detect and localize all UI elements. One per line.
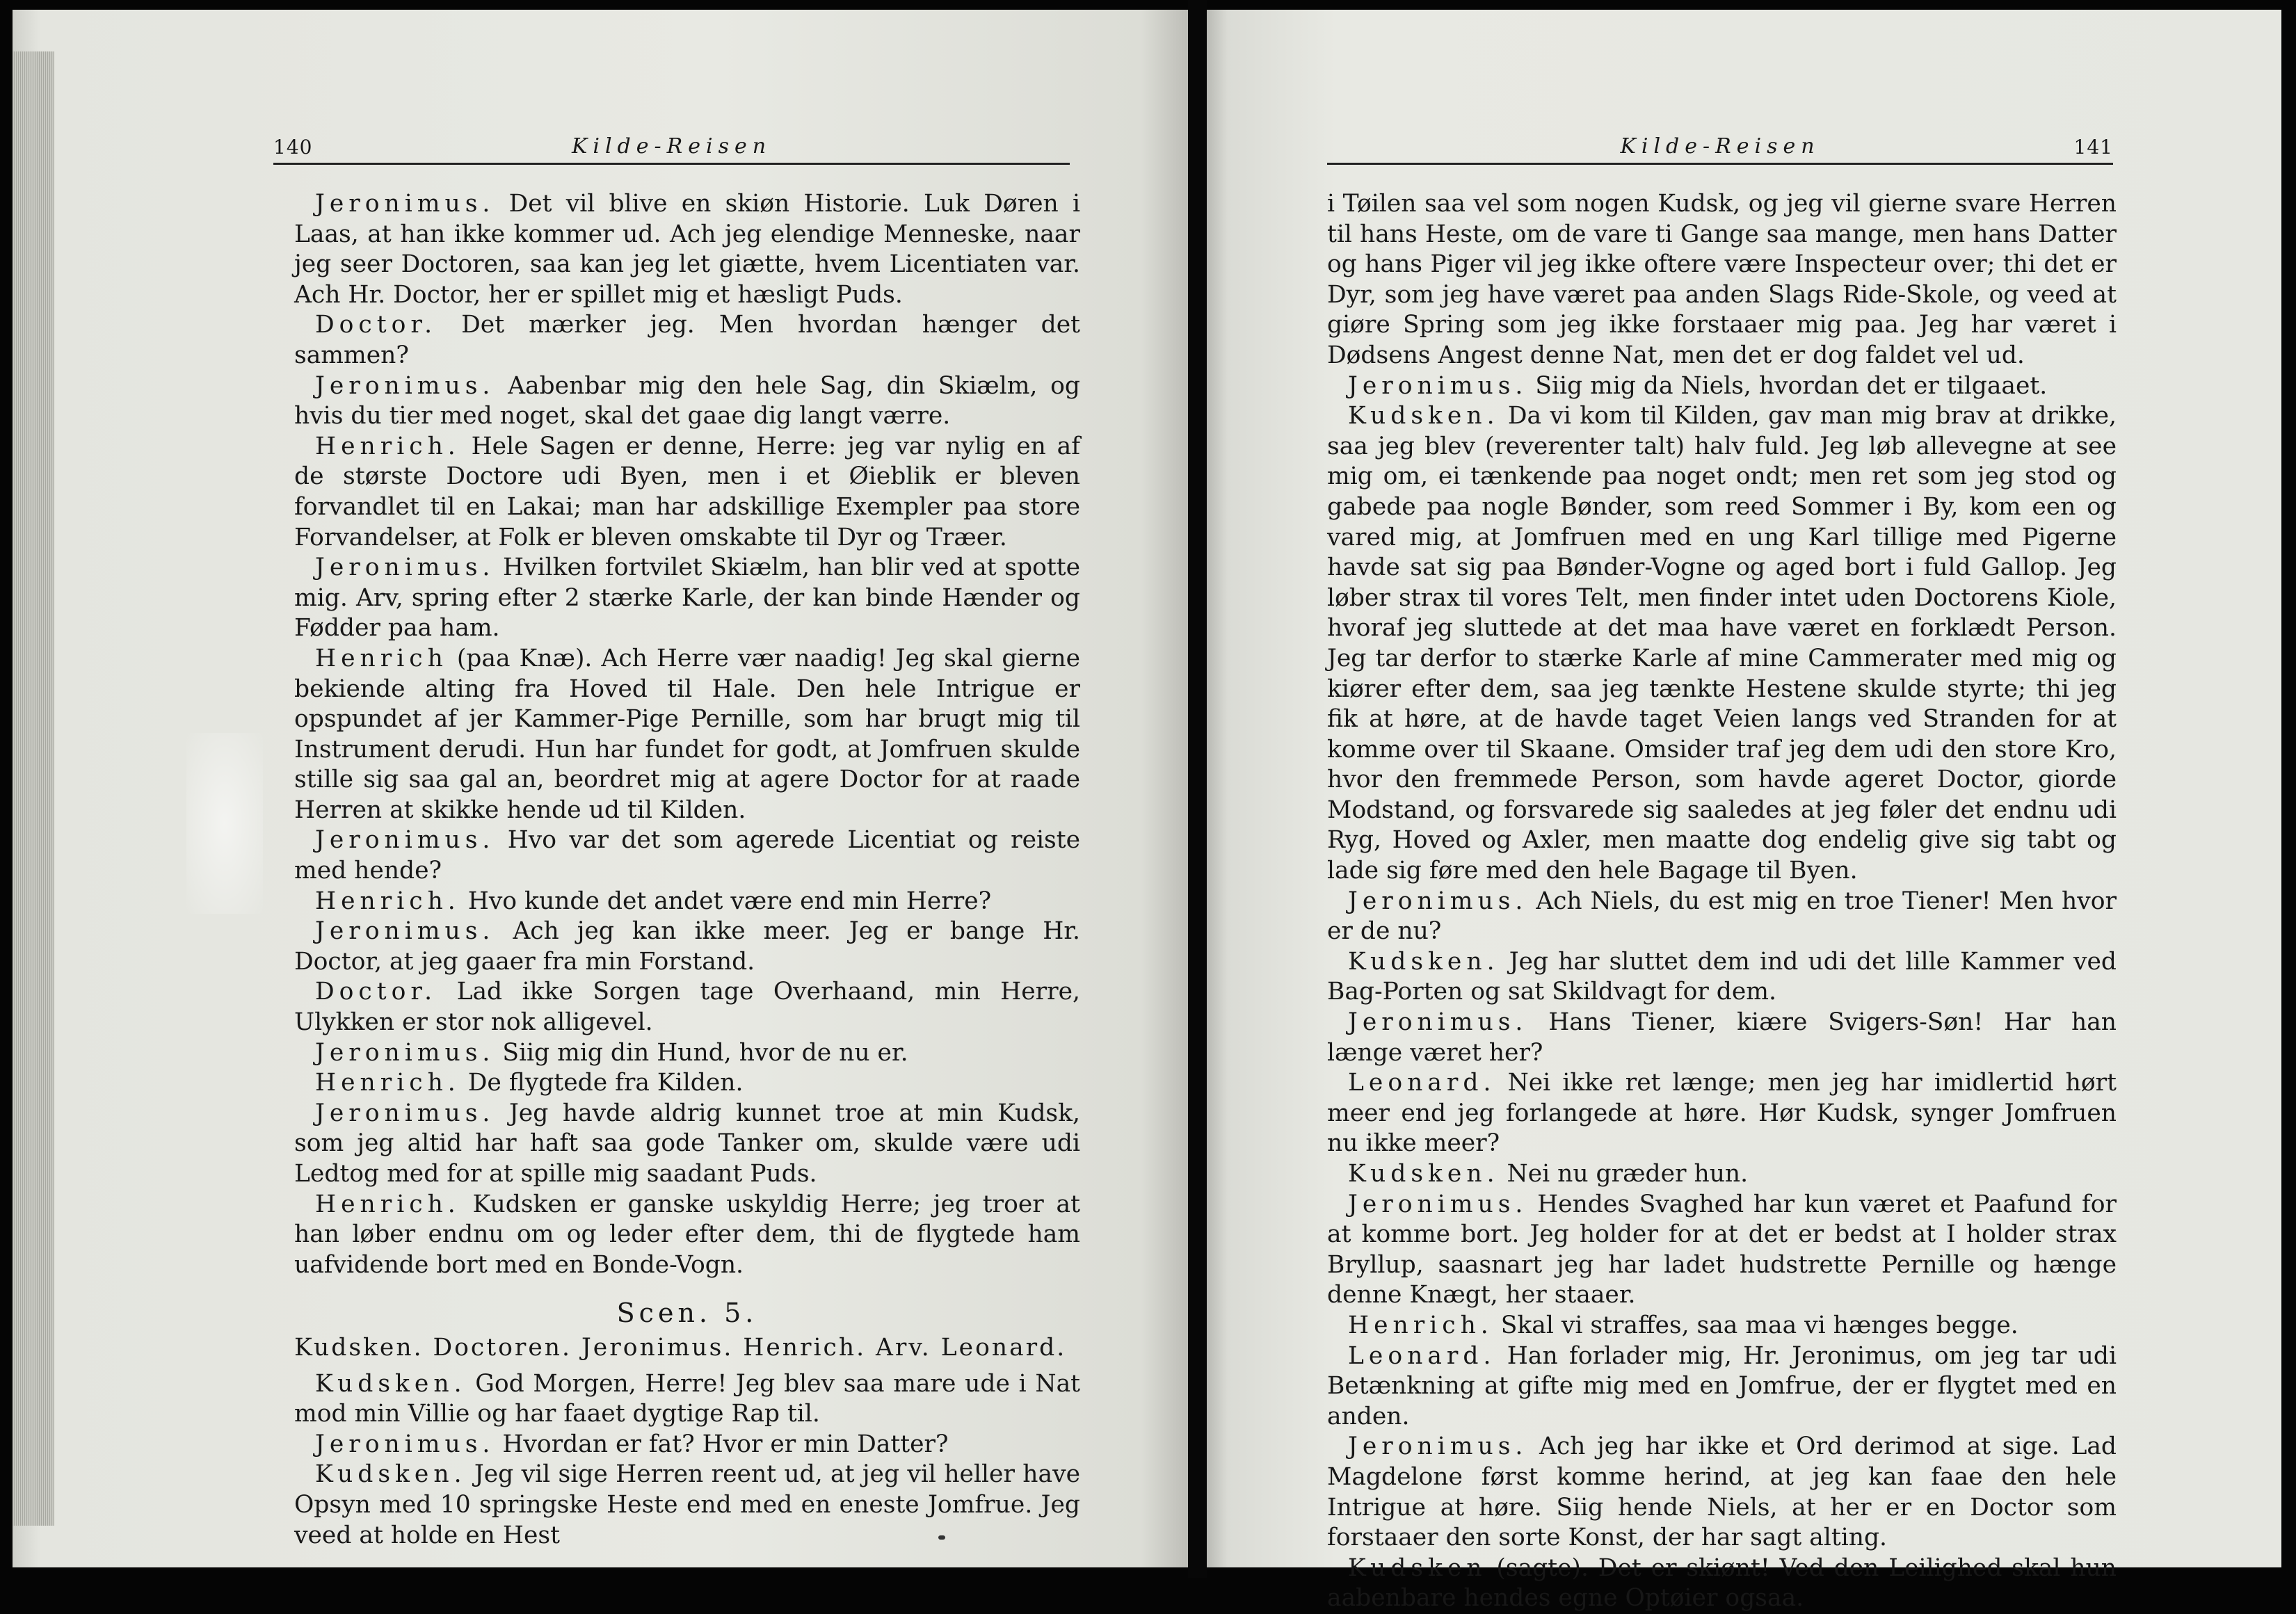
dialogue-paragraph <box>294 1369 1080 1430</box>
speech-text: Det vil blive en skiøn Historie. Luk Døren i Laas, at han ikke kommer ud. Ach jeg elendige Menneske, naar jeg seer Doctoren, saa kan jeg let giætte, hvem Licentiaten var. Ach Hr. Doctor, her er spillet mig et hæsligt Puds. <box>294 190 1081 309</box>
speech-text: Lad ikke Sorgen tage Overhaand, min Herre, Ulykken er stor nok alligevel. <box>294 978 1081 1037</box>
left-dialogue <box>294 189 1080 1280</box>
speaker-name: Kudsken. <box>315 1369 467 1398</box>
dialogue-paragraph <box>294 1038 1080 1069</box>
speech-text: Skal vi straffes, saa maa vi hænges begge. <box>1500 1311 2018 1339</box>
dialogue-paragraph <box>1327 189 2117 371</box>
speaker-name: Kudsken. <box>1348 947 1500 976</box>
dialogue-paragraph <box>294 977 1080 1038</box>
left-running-header <box>273 127 1070 165</box>
speech-text: Kudsken er ganske uskyldig Herre; jeg troer at han løber endnu om og leder efter dem, thi de flygtede ham uafvidende bort med en Bonde-Vogn. <box>294 1190 1080 1279</box>
dialogue-paragraph <box>1327 401 2117 887</box>
dialogue-paragraph <box>1327 1159 2117 1190</box>
right-dialogue <box>1327 189 2117 1614</box>
speaker-name: Henrich. <box>1348 1311 1493 1339</box>
dialogue-paragraph <box>1327 887 2117 947</box>
ink-speck <box>938 1535 945 1540</box>
speech-text: Hvo kunde det andet være end min Herre? <box>467 887 992 915</box>
page-edges <box>13 51 54 1526</box>
speaker-name: Doctor. <box>315 978 437 1006</box>
speech-text: Aabenbar mig den hele Sag, din Skiælm, og hvis du tier med noget, skal det gaae dig langt værre. <box>294 371 1080 430</box>
speaker-name: Jeronimus. <box>315 1430 495 1458</box>
speaker-name: Jeronimus. <box>1348 1433 1528 1461</box>
right-page <box>1207 10 2281 1613</box>
speech-text: Nei ikke ret længe; men jeg har imidlertid hørt meer end jeg forlangede at høre. Hør Kudsk, synger Jomfruen nu ikke meer? <box>1327 1069 2117 1158</box>
speaker-name: Kudsken. <box>1348 1160 1500 1188</box>
speaker-name: Jeronimus. <box>1348 887 1528 915</box>
speaker-name: Henrich. <box>315 1069 460 1097</box>
speech-text: Jeg har sluttet dem ind udi det lille Kammer ved Bag-Porten og sat Skildvagt for dem. <box>1327 947 2117 1006</box>
speaker-name: Henrich. <box>315 432 460 460</box>
speech-text: De flygtede fra Kilden. <box>467 1069 744 1097</box>
dialogue-paragraph <box>294 189 1080 310</box>
speech-text: Ach Niels, du est mig en troe Tiener! Men hvor er de nu? <box>1327 887 2117 946</box>
speech-text: (paa Knæ). Ach Herre vær naadig! Jeg skal gierne bekiende alting fra Hoved til Hale. Den hele Intrigue er opspundet af jer Kammer-Pige Pernille, som har brugt mig til Instrument derudi. Hun har fundet for godt, at Jomfruen skulde stille sig saa gal an, beordret mig at agere Doctor for at raade Herren at skikke hende ud til Kilden. <box>294 644 1080 824</box>
running-title: Kilde-Reisen <box>571 134 772 159</box>
speech-text: Jeg vil sige Herren reent ud, at jeg vil heller have Opsyn med 10 springske Heste end med en eneste Jomfrue. Jeg veed at holde en Hest <box>294 1460 1080 1549</box>
left-page <box>13 10 1188 1567</box>
speaker-name: Jeronimus. <box>315 1099 495 1127</box>
speech-text: Hvilken fortvilet Skiælm, han blir ved at spotte mig. Arv, spring efter 2 stærke Karle, der kan binde Hænder og Fødder paa ham. <box>294 554 1081 643</box>
speaker-name: Jeronimus. <box>315 826 495 855</box>
dialogue-paragraph <box>1327 371 2117 402</box>
dialogue-paragraph <box>294 644 1080 826</box>
speaker-name: Doctor. <box>315 311 437 339</box>
dialogue-paragraph <box>1327 1068 2117 1159</box>
speaker-name: Kudsken. <box>315 1460 467 1489</box>
speaker-name: Henrich. <box>315 1190 460 1218</box>
dialogue-paragraph <box>294 371 1080 432</box>
speech-text: Jeg havde aldrig kunnet troe at min Kudsk, som jeg altid har haft saa gode Tanker om, skulde være udi Ledtog med for at spille mig saadant Puds. <box>294 1099 1080 1188</box>
dialogue-paragraph <box>294 825 1080 886</box>
dialogue-paragraph <box>294 917 1080 977</box>
right-body-text <box>1327 189 2117 1614</box>
speech-text: Det mærker jeg. Men hvordan hænger det sammen? <box>294 311 1081 369</box>
running-title: Kilde-Reisen <box>1620 134 1820 159</box>
dialogue-paragraph <box>294 432 1080 553</box>
scene-heading: Scen. 5. <box>616 1298 758 1329</box>
dialogue-paragraph <box>1327 1432 2117 1553</box>
speech-text: (sagte). Det er skiønt! Ved den Leilighed skal hun aabenbare hendes egne Optøier ogsaa. <box>1327 1554 2117 1613</box>
speaker-name: Kudsken <box>1348 1554 1487 1582</box>
speech-text: God Morgen, Herre! Jeg blev saa mare ude i Nat mod min Villie og har faaet dygtige Rap til. <box>294 1369 1080 1428</box>
speech-text: Hendes Svaghed har kun været et Paafund for at komme bort. Jeg holder for at det er bedst at I holder strax Bryllup, saasnart jeg har ladet hudstrette Pernille og hænge denne Knægt, her staaer. <box>1327 1190 2117 1309</box>
speech-text: Siig mig da Niels, hvordan det er tilgaaet. <box>1535 371 2048 400</box>
speech-text: Hvordan er fat? Hvor er min Datter? <box>502 1430 949 1458</box>
speaker-name: Leonard. <box>1348 1069 1496 1097</box>
speech-text: Siig mig din Hund, hvor de nu er. <box>502 1038 908 1067</box>
page-number: 140 <box>273 136 313 159</box>
speech-text: Hvo var det som agerede Licentiat og reiste med hende? <box>294 826 1081 885</box>
dialogue-paragraph <box>294 887 1080 917</box>
dialogue-paragraph <box>294 1099 1080 1190</box>
speech-text: Hans Tiener, kiære Svigers-Søn! Har han længe været her? <box>1327 1008 2117 1067</box>
dialogue-paragraph <box>1327 1341 2117 1433</box>
speaker-name: Jeronimus. <box>315 554 495 582</box>
speaker-name: Jeronimus. <box>1348 371 1528 400</box>
dialogue-paragraph <box>294 553 1080 644</box>
scene-dialogue <box>294 1369 1080 1551</box>
paper-shadow <box>186 733 263 914</box>
dialogue-paragraph <box>294 1430 1080 1460</box>
dialogue-paragraph <box>294 310 1080 371</box>
speech-text: Da vi kom til Kilden, gav man mig brav at drikke, saa jeg blev (reverenter talt) halv fuld. Jeg løb allevegne at see mig om, ei tænkende paa noget ondt; men ret som jeg stod og gabede paa nogle Bønder, som reed Sommer i By, kom een og vared mig, at Jomfruen med en ung Karl tillige med Pigerne havde sat sig paa Bønder-Vogne og aged bort i fuld Gallop. Jeg løber strax til vores Telt, men finder intet uden Doctorens Kiole, hvoraf jeg sluttede at det maa have været en forklædt Person. Jeg tar derfor to stærke Karle af mine Cammerater med mig og kiører efter dem, saa jeg tænkte Hestene skulde styrte; thi jeg fik at høre, at de havde taget Veien langs ved Stranden for at komme over til Skaane. Omsider traf jeg dem udi den store Kro, hvor den fremmede Person, som havde ageret Doctor, giorde Modstand, og forsvarede sig saaledes at jeg føler det endnu udi Ryg, Hoved og Axler, men maatte dog endelig give sig tabt og lade sig føre med den hele Bagage til Byen. <box>1327 402 2117 885</box>
speech-text: i Tøilen saa vel som nogen Kudsk, og jeg vil gierne svare Herren til hans Heste, om de vare ti Gange saa mange, men hans Datter og hans Piger vil jeg ikke oftere være Inspecteur over; thi det er Dyr, som jeg have været paa anden Slags Ride-Skole, og veed at giøre Spring som jeg ikke forstaaer mig paa. Jeg har været i Dødsens Angest denne Nat, men det er dog faldet vel ud. <box>1327 190 2117 369</box>
speaker-name: Jeronimus. <box>315 371 495 400</box>
speech-text: Han forlader mig, Hr. Jeronimus, om jeg tar udi Betænkning at gifte mig med en Jomfrue, der er flygtet med en anden. <box>1327 1341 2117 1430</box>
speech-text: Nei nu græder hun. <box>1507 1160 1749 1188</box>
speaker-name: Henrich <box>315 644 448 672</box>
dialogue-paragraph <box>1327 947 2117 1008</box>
speaker-name: Jeronimus. <box>315 917 495 946</box>
dialogue-paragraph <box>294 1460 1080 1551</box>
dialogue-paragraph <box>1327 1554 2117 1614</box>
dialogue-paragraph <box>1327 1008 2117 1068</box>
speaker-name: Henrich. <box>315 887 460 915</box>
speech-text: Hele Sagen er denne, Herre: jeg var nylig en af de største Doctore udi Byen, men i et Øieblik er bleven forvandlet til en Lakai; man har adskillige Exempler paa store Forvandelser, at Folk er bleven omskabte til Dyr og Træer. <box>294 432 1080 551</box>
cast-list: Kudsken. Doctoren. Jeronimus. Henrich. Arv. Leonard. <box>294 1333 1067 1362</box>
right-running-header <box>1327 127 2113 165</box>
speaker-name: Kudsken. <box>1348 402 1500 430</box>
speech-text: Ach jeg har ikke et Ord derimod at sige. Lad Magdelone først komme herind, at jeg kan faae den hele Intrigue at høre. Siig hende Niels, at her er en Doctor som forstaaer den sorte Konst, der har sagt alting. <box>1327 1433 2117 1552</box>
dialogue-paragraph <box>294 1190 1080 1281</box>
speaker-name: Jeronimus. <box>1348 1008 1528 1037</box>
speech-text: Ach jeg kan ikke meer. Jeg er bange Hr. Doctor, at jeg gaaer fra min Forstand. <box>294 917 1080 976</box>
speaker-name: Jeronimus. <box>315 1038 495 1067</box>
speaker-name: Jeronimus. <box>1348 1190 1528 1218</box>
page-number: 141 <box>2073 136 2113 159</box>
speaker-name: Leonard. <box>1348 1341 1496 1370</box>
book-gutter <box>1188 0 1207 1578</box>
dialogue-paragraph <box>1327 1311 2117 1341</box>
dialogue-paragraph <box>1327 1190 2117 1311</box>
left-body-text <box>294 189 1080 1551</box>
speaker-name: Jeronimus. <box>315 190 495 218</box>
dialogue-paragraph <box>294 1068 1080 1099</box>
